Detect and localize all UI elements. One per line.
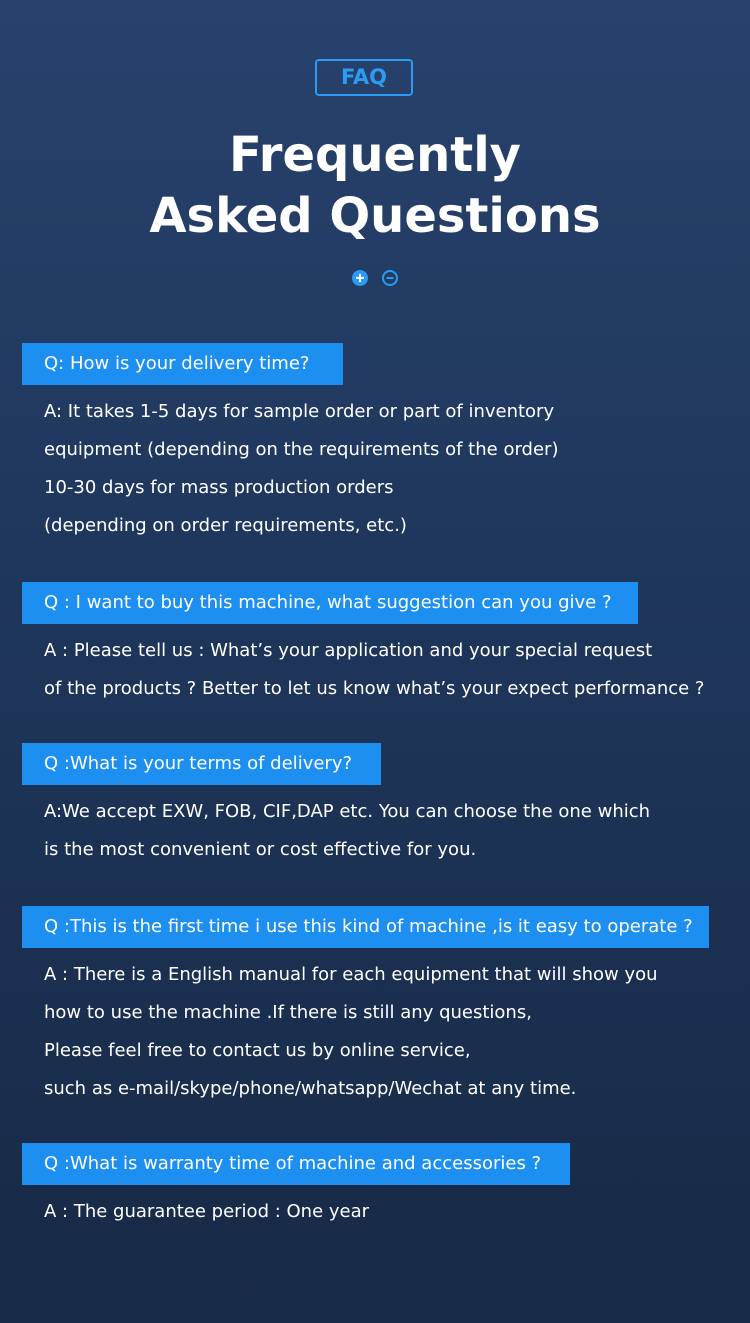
faq-question[interactable]: Q: How is your delivery time? bbox=[22, 343, 343, 385]
faq-badge: FAQ bbox=[315, 59, 413, 96]
answer-line: equipment (depending on the requirements of the order) bbox=[44, 439, 559, 460]
answer-line: is the most convenient or cost effective for you. bbox=[44, 839, 477, 860]
answer-line: of the products ? Better to let us know what’s your expect performance ? bbox=[44, 678, 705, 699]
answer-line: Please feel free to contact us by online service, bbox=[44, 1040, 471, 1061]
answer-line: A : Please tell us : What’s your application and your special request bbox=[44, 640, 653, 661]
answer-line: A : The guarantee period : One year bbox=[44, 1201, 370, 1222]
faq-answer bbox=[44, 393, 558, 545]
faq-answer bbox=[44, 793, 650, 869]
faq-item-delivery-time bbox=[22, 343, 558, 545]
answer-line: such as e-mail/skype/phone/whatsapp/Wechat at any time. bbox=[44, 1078, 577, 1099]
faq-answer bbox=[44, 956, 709, 1108]
expand-plus-icon[interactable] bbox=[352, 270, 368, 286]
faq-question[interactable]: Q :This is the first time i use this kind of machine ,is it easy to operate ? bbox=[22, 906, 709, 948]
toggle-icons bbox=[352, 270, 398, 288]
faq-answer bbox=[44, 1193, 570, 1231]
answer-line: A: It takes 1-5 days for sample order or part of inventory bbox=[44, 401, 555, 422]
answer-line: (depending on order requirements, etc.) bbox=[44, 515, 407, 536]
collapse-minus-icon[interactable] bbox=[382, 270, 398, 286]
faq-answer bbox=[44, 632, 705, 708]
page-title-line-2: Asked Questions bbox=[149, 188, 601, 244]
answer-line: A:We accept EXW, FOB, CIF,DAP etc. You can choose the one which bbox=[44, 801, 651, 822]
faq-question[interactable]: Q :What is your terms of delivery? bbox=[22, 743, 381, 785]
page-title-line-1: Frequently bbox=[229, 127, 521, 183]
answer-line: 10-30 days for mass production orders bbox=[44, 477, 394, 498]
faq-item-delivery-terms bbox=[22, 743, 650, 869]
faq-item-warranty bbox=[22, 1143, 570, 1231]
answer-line: how to use the machine .If there is still any questions, bbox=[44, 1002, 532, 1023]
faq-item-easy-operate bbox=[22, 906, 709, 1108]
faq-question[interactable]: Q :What is warranty time of machine and accessories ? bbox=[22, 1143, 570, 1185]
faq-question[interactable]: Q : I want to buy this machine, what suggestion can you give ? bbox=[22, 582, 638, 624]
faq-item-buy-suggestion bbox=[22, 582, 705, 708]
answer-line: A : There is a English manual for each equipment that will show you bbox=[44, 964, 658, 985]
